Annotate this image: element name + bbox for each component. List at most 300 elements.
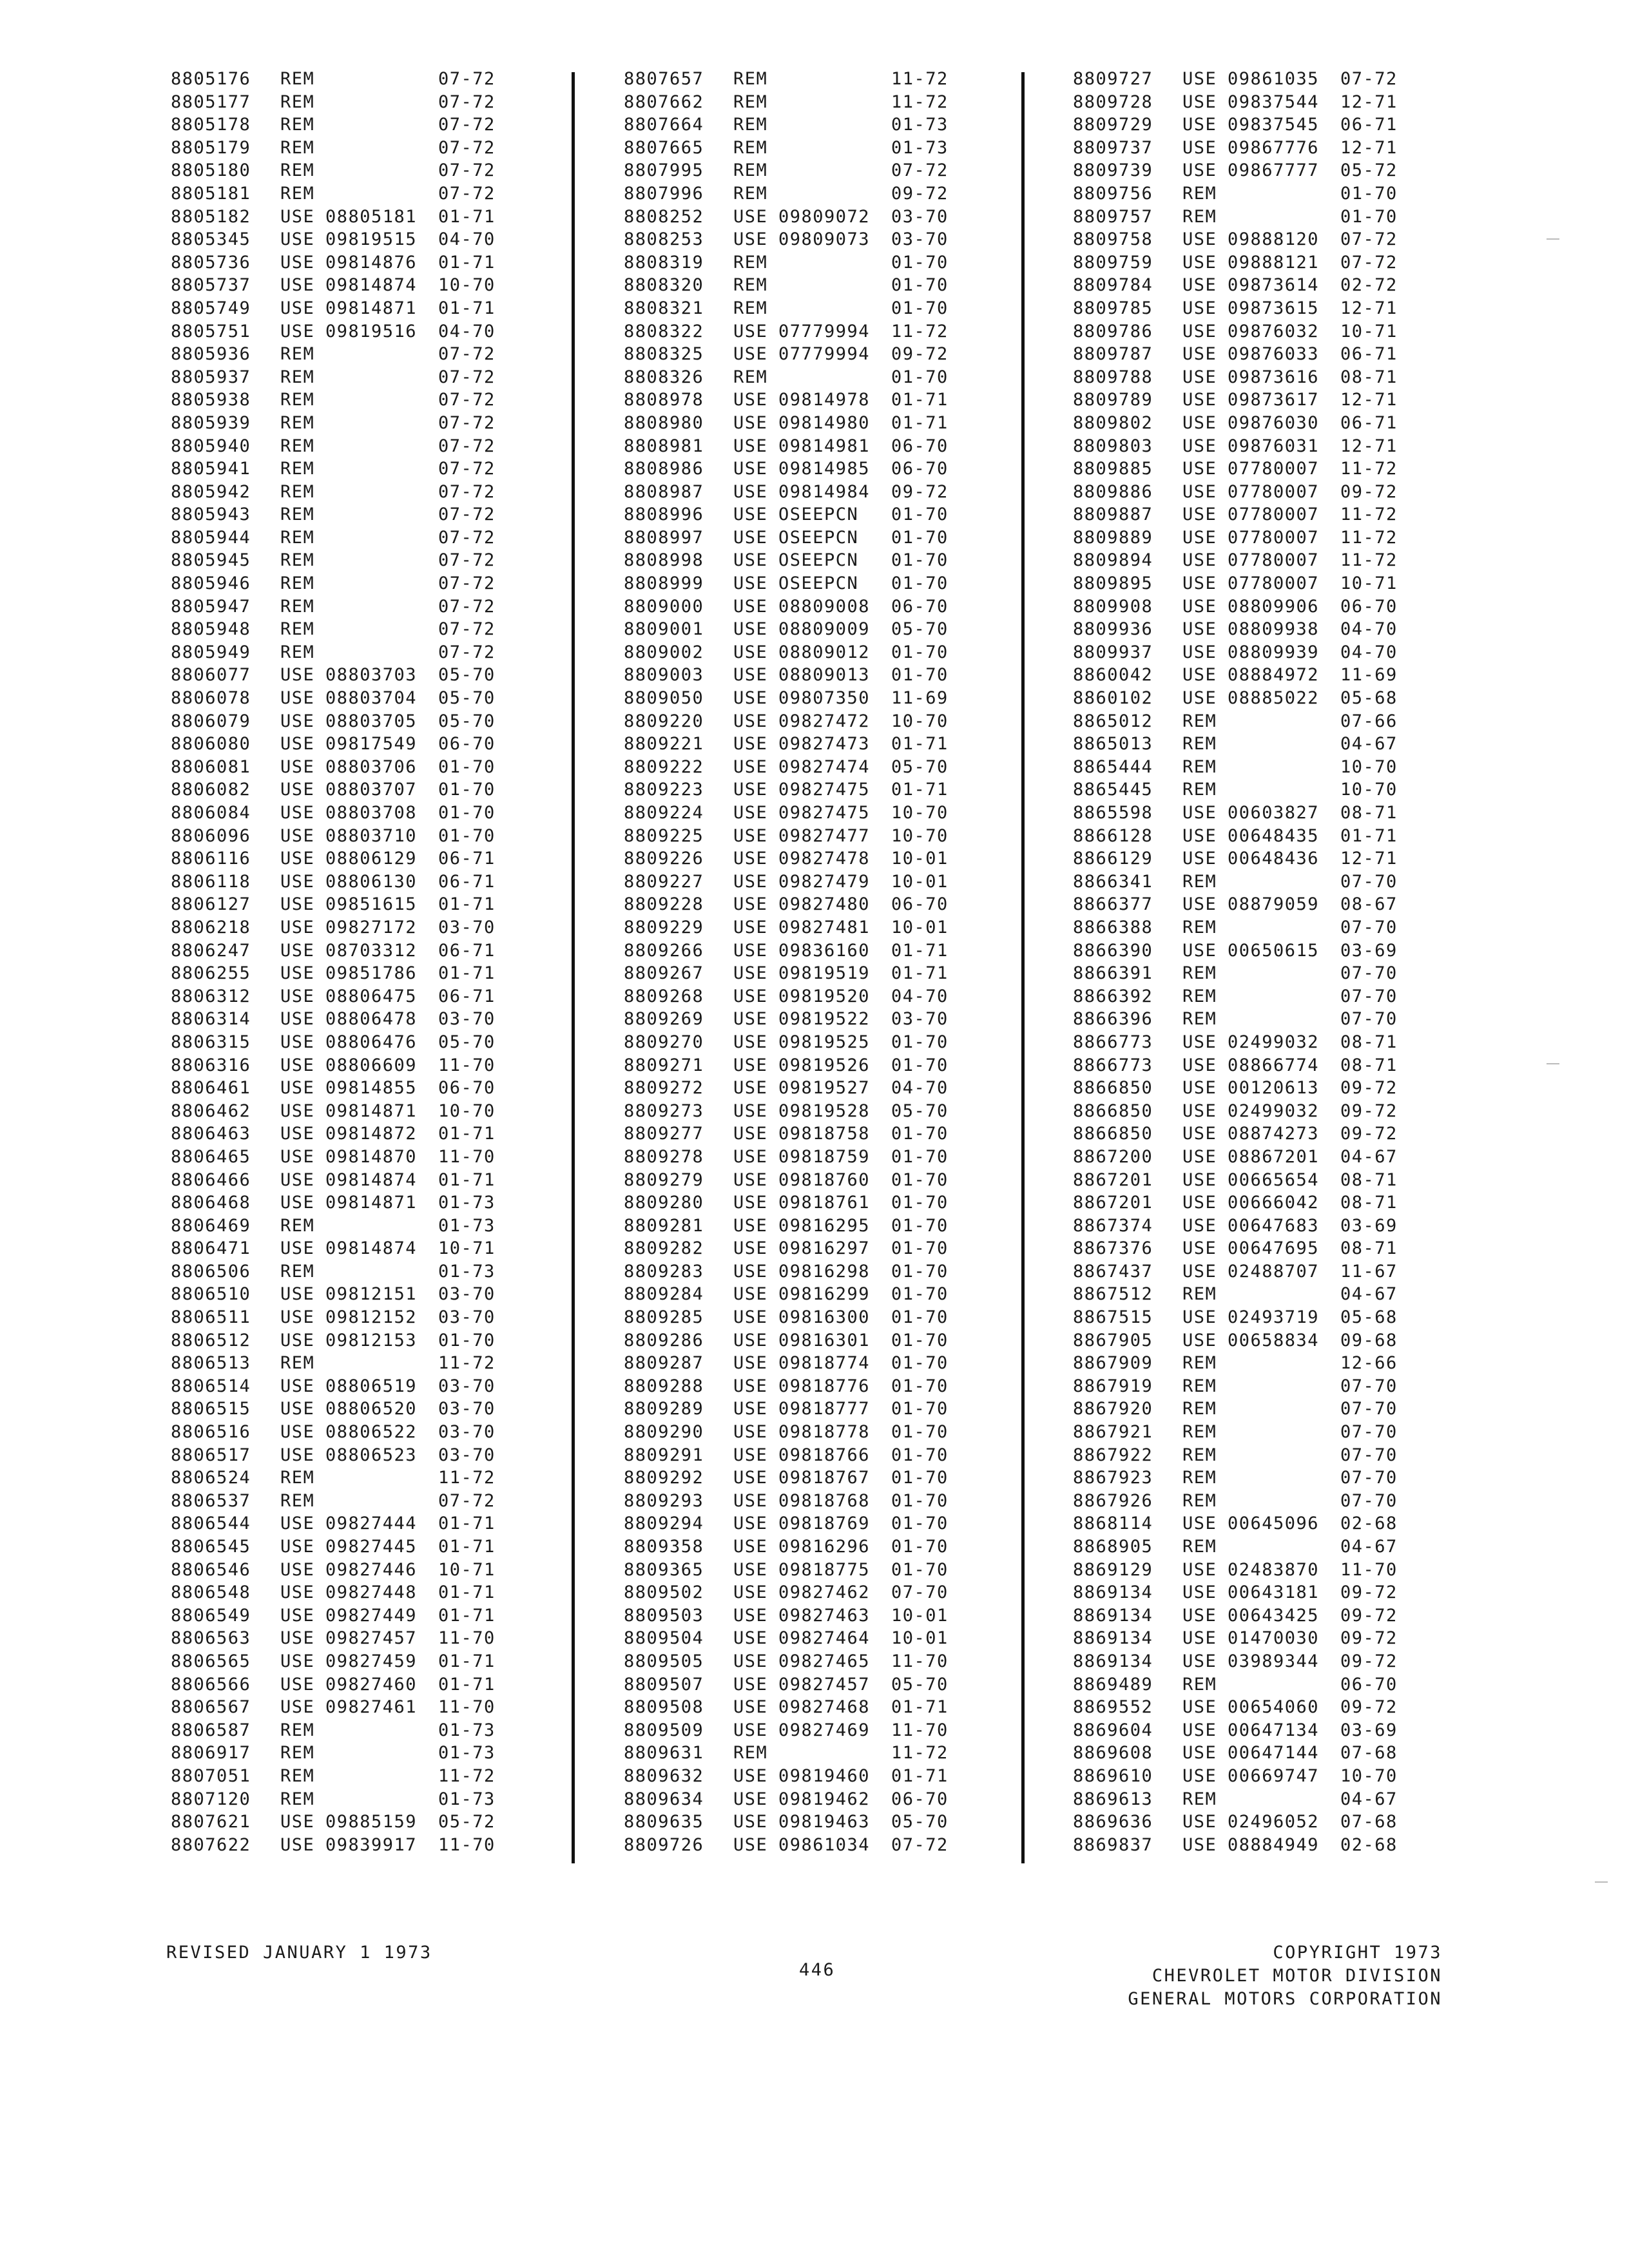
replacement-number: 08809939: [1228, 642, 1320, 662]
part-row: [171, 159, 583, 182]
part-number: 8806517: [171, 1445, 251, 1465]
replacement-number: 09827465: [778, 1651, 871, 1671]
part-number: 8869129: [1073, 1559, 1153, 1580]
replacement-number: 09827479: [778, 871, 871, 892]
revision-date: 07-72: [438, 137, 496, 158]
replacement-number: 09819528: [778, 1100, 871, 1121]
part-number: 8809758: [1073, 229, 1153, 250]
action-code: REM: [280, 550, 315, 571]
part-number: 8866773: [1073, 1055, 1153, 1075]
action-code: REM: [280, 160, 315, 181]
revision-date: 03-70: [438, 917, 496, 937]
part-number: 8809631: [624, 1743, 704, 1763]
revision-date: 07-72: [438, 344, 496, 365]
part-row: [624, 710, 1036, 733]
revision-date: 05-70: [438, 1032, 496, 1052]
revision-date: 01-71: [891, 780, 949, 800]
revision-date: 11-70: [891, 1720, 949, 1740]
part-row: [171, 916, 583, 939]
revision-date: 03-70: [438, 1445, 496, 1465]
revision-date: 05-70: [891, 619, 949, 640]
part-number: 8805177: [171, 91, 251, 112]
action-code: REM: [280, 390, 315, 410]
replacement-number: 09819525: [778, 1032, 871, 1052]
part-row: [624, 1811, 1036, 1834]
revision-date: 01-70: [891, 252, 949, 273]
part-row: [624, 1581, 1036, 1604]
part-row: [171, 572, 583, 595]
revision-date: 09-72: [891, 183, 949, 204]
replacement-number: 09818778: [778, 1422, 871, 1443]
part-row: [1073, 1535, 1485, 1559]
part-row: [624, 1512, 1036, 1535]
action-code: USE: [1182, 115, 1217, 135]
replacement-number: 09873616: [1228, 367, 1320, 387]
revision-date: 03-70: [891, 206, 949, 227]
action-code: USE: [733, 344, 768, 365]
part-number: 8807996: [624, 183, 704, 204]
revision-date: 07-72: [438, 550, 496, 571]
revision-date: 06-71: [1340, 115, 1398, 135]
revision-date: 01-71: [891, 390, 949, 410]
revision-date: 01-71: [891, 963, 949, 984]
part-number: 8808980: [624, 412, 704, 433]
action-code: USE: [1182, 481, 1217, 502]
action-code: REM: [280, 1215, 315, 1236]
part-number: 8866388: [1073, 917, 1153, 937]
revision-date: 01-70: [891, 1307, 949, 1328]
action-code: REM: [280, 69, 315, 89]
part-number: 8806545: [171, 1537, 251, 1557]
revision-date: 04-70: [891, 986, 949, 1006]
replacement-number: 09837544: [1228, 91, 1320, 112]
action-code: USE: [280, 1009, 315, 1030]
action-code: USE: [733, 1628, 768, 1649]
replacement-number: 08803706: [325, 756, 418, 777]
revision-date: 01-70: [891, 505, 949, 525]
part-row: [624, 1352, 1036, 1375]
part-number: 8865444: [1073, 756, 1153, 777]
revision-date: 10-71: [1340, 573, 1398, 594]
part-row: [624, 1742, 1036, 1765]
part-row: [171, 1100, 583, 1123]
replacement-number: 09814978: [778, 390, 871, 410]
revision-date: 11-72: [891, 91, 949, 112]
revision-date: 11-69: [1340, 665, 1398, 686]
part-row: [624, 1237, 1036, 1260]
part-row: [1073, 206, 1485, 229]
replacement-number: 08806520: [325, 1399, 418, 1419]
action-code: USE: [1182, 1582, 1217, 1603]
revision-date: 01-70: [891, 1559, 949, 1580]
part-number: 8867920: [1073, 1399, 1153, 1419]
part-row: [171, 343, 583, 366]
part-number: 8808321: [624, 298, 704, 318]
replacement-number: 08806609: [325, 1055, 418, 1075]
revision-date: 07-70: [1340, 917, 1398, 937]
part-number: 8867926: [1073, 1490, 1153, 1511]
part-row: [624, 1031, 1036, 1054]
part-number: 8806078: [171, 688, 251, 709]
part-number: 8809885: [1073, 459, 1153, 479]
part-row: [171, 1191, 583, 1215]
action-code: USE: [733, 1468, 768, 1488]
replacement-number: 00665654: [1228, 1169, 1320, 1190]
revision-date: 07-72: [438, 436, 496, 456]
action-code: USE: [733, 436, 768, 456]
part-number: 8866850: [1073, 1124, 1153, 1144]
replacement-number: 08803710: [325, 825, 418, 846]
part-number: 8805949: [171, 642, 251, 662]
revision-date: 07-70: [1340, 1490, 1398, 1511]
part-number: 8869134: [1073, 1651, 1153, 1671]
revision-date: 01-70: [891, 665, 949, 686]
part-row: [171, 137, 583, 160]
replacement-number: 09814876: [325, 252, 418, 273]
part-number: 8866129: [1073, 849, 1153, 869]
action-code: USE: [1182, 1307, 1217, 1328]
action-code: USE: [733, 1261, 768, 1282]
part-number: 8806465: [171, 1146, 251, 1167]
part-row: [624, 1673, 1036, 1696]
revision-date: 08-71: [1340, 1032, 1398, 1052]
revision-date: 01-70: [891, 1468, 949, 1488]
replacement-number: 08879059: [1228, 894, 1320, 915]
action-code: USE: [1182, 1559, 1217, 1580]
part-number: 8809282: [624, 1238, 704, 1259]
part-number: 8809504: [624, 1628, 704, 1649]
action-code: USE: [280, 1376, 315, 1396]
replacement-number: 09816298: [778, 1261, 871, 1282]
part-number: 8809634: [624, 1789, 704, 1809]
part-number: 8805940: [171, 436, 251, 456]
revision-date: 06-70: [1340, 596, 1398, 617]
part-number: 8806468: [171, 1193, 251, 1213]
replacement-number: 09819516: [325, 321, 418, 341]
replacement-number: 09876032: [1228, 321, 1320, 341]
replacement-number: 09827474: [778, 756, 871, 777]
part-row: [171, 1031, 583, 1054]
action-code: USE: [280, 734, 315, 754]
replacement-number: 09818775: [778, 1559, 871, 1580]
part-number: 8869552: [1073, 1697, 1153, 1718]
part-row: [171, 962, 583, 985]
action-code: REM: [733, 183, 768, 204]
replacement-number: 08809008: [778, 596, 871, 617]
action-code: USE: [280, 275, 315, 296]
part-row: [171, 435, 583, 458]
replacement-number: 09827477: [778, 825, 871, 846]
revision-date: 03-70: [438, 1422, 496, 1443]
revision-date: 05-70: [438, 688, 496, 709]
revision-date: 01-70: [438, 1330, 496, 1350]
part-number: 8809887: [1073, 505, 1153, 525]
part-row: [1073, 1604, 1485, 1628]
part-number: 8869610: [1073, 1765, 1153, 1786]
part-number: 8805937: [171, 367, 251, 387]
part-number: 8806917: [171, 1743, 251, 1763]
part-number: 8866391: [1073, 963, 1153, 984]
part-row: [624, 1077, 1036, 1100]
part-row: [171, 457, 583, 481]
revision-date: 07-72: [1340, 252, 1398, 273]
revision-date: 01-71: [438, 252, 496, 273]
action-code: USE: [733, 849, 768, 869]
part-row: [171, 297, 583, 320]
revision-date: 01-70: [891, 527, 949, 548]
action-code: USE: [733, 1605, 768, 1626]
revision-date: 07-66: [1340, 711, 1398, 731]
revision-date: 05-70: [891, 1674, 949, 1695]
part-row: [624, 526, 1036, 550]
part-row: [1073, 526, 1485, 550]
part-row: [1073, 687, 1485, 710]
replacement-number: 08874273: [1228, 1124, 1320, 1144]
replacement-number: 09818758: [778, 1124, 871, 1144]
part-number: 8809281: [624, 1215, 704, 1236]
action-code: USE: [733, 963, 768, 984]
action-code: USE: [733, 940, 768, 961]
replacement-number: 09818769: [778, 1514, 871, 1534]
action-code: USE: [1182, 550, 1217, 571]
part-row: [624, 435, 1036, 458]
part-number: 8809050: [624, 688, 704, 709]
part-row: [1073, 1398, 1485, 1421]
part-row: [624, 1215, 1036, 1238]
part-row: [624, 1191, 1036, 1215]
part-row: [1073, 825, 1485, 848]
action-code: USE: [733, 1284, 768, 1305]
revision-date: 09-72: [1340, 1100, 1398, 1121]
revision-date: 08-71: [1340, 1238, 1398, 1259]
action-code: REM: [280, 1789, 315, 1809]
part-row: [1073, 68, 1485, 91]
action-code: REM: [280, 527, 315, 548]
part-row: [1073, 1215, 1485, 1238]
revision-date: 11-72: [891, 69, 949, 89]
action-code: USE: [733, 803, 768, 823]
revision-date: 10-01: [891, 1628, 949, 1649]
action-code: USE: [1182, 1078, 1217, 1099]
revision-date: 05-72: [438, 1812, 496, 1832]
part-row: [1073, 1054, 1485, 1077]
part-row: [1073, 1444, 1485, 1467]
replacement-number: 07780007: [1228, 459, 1320, 479]
replacement-number: 02499032: [1228, 1032, 1320, 1052]
part-row: [171, 113, 583, 137]
part-row: [171, 549, 583, 572]
revision-date: 09-72: [1340, 1582, 1398, 1603]
revision-date: 11-72: [1340, 527, 1398, 548]
part-number: 8809224: [624, 803, 704, 823]
revision-date: 06-71: [438, 940, 496, 961]
action-code: USE: [733, 871, 768, 892]
revision-date: 07-72: [438, 412, 496, 433]
revision-date: 07-72: [438, 619, 496, 640]
part-row: [624, 572, 1036, 595]
action-code: USE: [733, 459, 768, 479]
revision-date: 07-72: [438, 115, 496, 135]
action-code: USE: [1182, 665, 1217, 686]
part-row: [624, 1535, 1036, 1559]
action-code: USE: [1182, 1330, 1217, 1350]
replacement-number: 00648435: [1228, 825, 1320, 846]
action-code: USE: [280, 1032, 315, 1052]
part-row: [1073, 595, 1485, 619]
part-row: [1073, 893, 1485, 916]
revision-date: 01-70: [891, 573, 949, 594]
part-row: [171, 1604, 583, 1628]
part-row: [624, 389, 1036, 412]
part-number: 8866396: [1073, 1009, 1153, 1030]
part-row: [171, 710, 583, 733]
revision-date: 01-70: [891, 1422, 949, 1443]
revision-date: 01-71: [438, 1605, 496, 1626]
part-row: [171, 1559, 583, 1582]
replacement-number: 09876033: [1228, 344, 1320, 365]
action-code: USE: [733, 1078, 768, 1099]
part-row: [624, 503, 1036, 526]
revision-date: 10-01: [891, 1605, 949, 1626]
part-row: [624, 320, 1036, 343]
part-row: [624, 1421, 1036, 1444]
action-code: USE: [733, 1169, 768, 1190]
revision-date: 10-70: [891, 825, 949, 846]
part-number: 8808996: [624, 505, 704, 525]
action-code: USE: [280, 1422, 315, 1443]
revision-date: 12-71: [1340, 298, 1398, 318]
revision-date: 04-67: [1340, 1146, 1398, 1167]
part-number: 8809287: [624, 1353, 704, 1374]
revision-date: 01-71: [1340, 825, 1398, 846]
part-row: [171, 320, 583, 343]
part-row: [624, 1398, 1036, 1421]
part-row: [171, 939, 583, 963]
part-number: 8867909: [1073, 1353, 1153, 1374]
part-row: [624, 251, 1036, 274]
action-code: REM: [280, 1353, 315, 1374]
part-number: 8809284: [624, 1284, 704, 1305]
action-code: USE: [733, 711, 768, 731]
action-code: REM: [1182, 1490, 1217, 1511]
replacement-number: 09827481: [778, 917, 871, 937]
replacement-number: 00669747: [1228, 1765, 1320, 1786]
part-number: 8809729: [1073, 115, 1153, 135]
part-number: 8806312: [171, 986, 251, 1006]
replacement-number: 09839917: [325, 1834, 418, 1855]
part-row: [1073, 1421, 1485, 1444]
action-code: USE: [280, 252, 315, 273]
part-row: [1073, 1031, 1485, 1054]
replacement-number: 07780007: [1228, 505, 1320, 525]
action-code: USE: [1182, 1651, 1217, 1671]
part-number: 8806506: [171, 1261, 251, 1282]
part-number: 8866850: [1073, 1078, 1153, 1099]
part-row: [1073, 870, 1485, 894]
replacement-number: 09816299: [778, 1284, 871, 1305]
part-number: 8865012: [1073, 711, 1153, 731]
part-row: [1073, 389, 1485, 412]
replacement-number: 09814874: [325, 1238, 418, 1259]
action-code: USE: [733, 481, 768, 502]
part-row: [171, 1122, 583, 1146]
part-number: 8807120: [171, 1789, 251, 1809]
replacement-number: 08806478: [325, 1009, 418, 1030]
part-number: 8806316: [171, 1055, 251, 1075]
action-code: USE: [280, 1146, 315, 1167]
replacement-number: 08703312: [325, 940, 418, 961]
replacement-number: 02496052: [1228, 1812, 1320, 1832]
replacement-number: 09827449: [325, 1605, 418, 1626]
action-code: USE: [280, 917, 315, 937]
scan-mark: [1595, 1881, 1608, 1883]
part-row: [1073, 916, 1485, 939]
action-code: REM: [733, 137, 768, 158]
part-row: [624, 664, 1036, 687]
part-number: 8809632: [624, 1765, 704, 1786]
part-number: 8865445: [1073, 780, 1153, 800]
replacement-number: 09814874: [325, 1169, 418, 1190]
revision-date: 01-70: [891, 1284, 949, 1305]
part-number: 8809785: [1073, 298, 1153, 318]
part-row: [624, 228, 1036, 251]
action-code: USE: [1182, 1169, 1217, 1190]
action-code: USE: [280, 1628, 315, 1649]
part-number: 8806514: [171, 1376, 251, 1396]
part-row: [624, 1559, 1036, 1582]
revision-date: 01-71: [438, 1169, 496, 1190]
part-row: [1073, 297, 1485, 320]
action-code: REM: [280, 344, 315, 365]
revision-date: 01-70: [891, 1215, 949, 1236]
part-number: 8806462: [171, 1100, 251, 1121]
part-number: 8806471: [171, 1238, 251, 1259]
action-code: REM: [1182, 1422, 1217, 1443]
replacement-number: 09873615: [1228, 298, 1320, 318]
replacement-number: 09819527: [778, 1078, 871, 1099]
action-code: USE: [1182, 1215, 1217, 1236]
part-row: [171, 1788, 583, 1811]
action-code: USE: [280, 1582, 315, 1603]
action-code: USE: [1182, 1743, 1217, 1763]
revision-date: 05-70: [891, 1100, 949, 1121]
replacement-number: 07780007: [1228, 550, 1320, 571]
part-number: 8860042: [1073, 665, 1153, 686]
revision-date: 01-71: [438, 1514, 496, 1534]
part-number: 8805944: [171, 527, 251, 548]
action-code: REM: [1182, 1468, 1217, 1488]
revision-date: 11-70: [438, 1697, 496, 1718]
part-row: [1073, 1191, 1485, 1215]
part-row: [1073, 572, 1485, 595]
part-row: [1073, 1100, 1485, 1123]
part-number: 8805947: [171, 596, 251, 617]
revision-date: 01-70: [891, 642, 949, 662]
part-number: 8868905: [1073, 1537, 1153, 1557]
part-number: 8805938: [171, 390, 251, 410]
action-code: USE: [733, 1651, 768, 1671]
part-number: 8809895: [1073, 573, 1153, 594]
action-code: USE: [280, 849, 315, 869]
revision-date: 01-71: [438, 298, 496, 318]
part-number: 8806548: [171, 1582, 251, 1603]
part-number: 8809222: [624, 756, 704, 777]
revision-date: 09-68: [1340, 1330, 1398, 1350]
part-number: 8806563: [171, 1628, 251, 1649]
part-row: [624, 274, 1036, 297]
revision-date: 01-73: [438, 1261, 496, 1282]
action-code: USE: [1182, 1605, 1217, 1626]
